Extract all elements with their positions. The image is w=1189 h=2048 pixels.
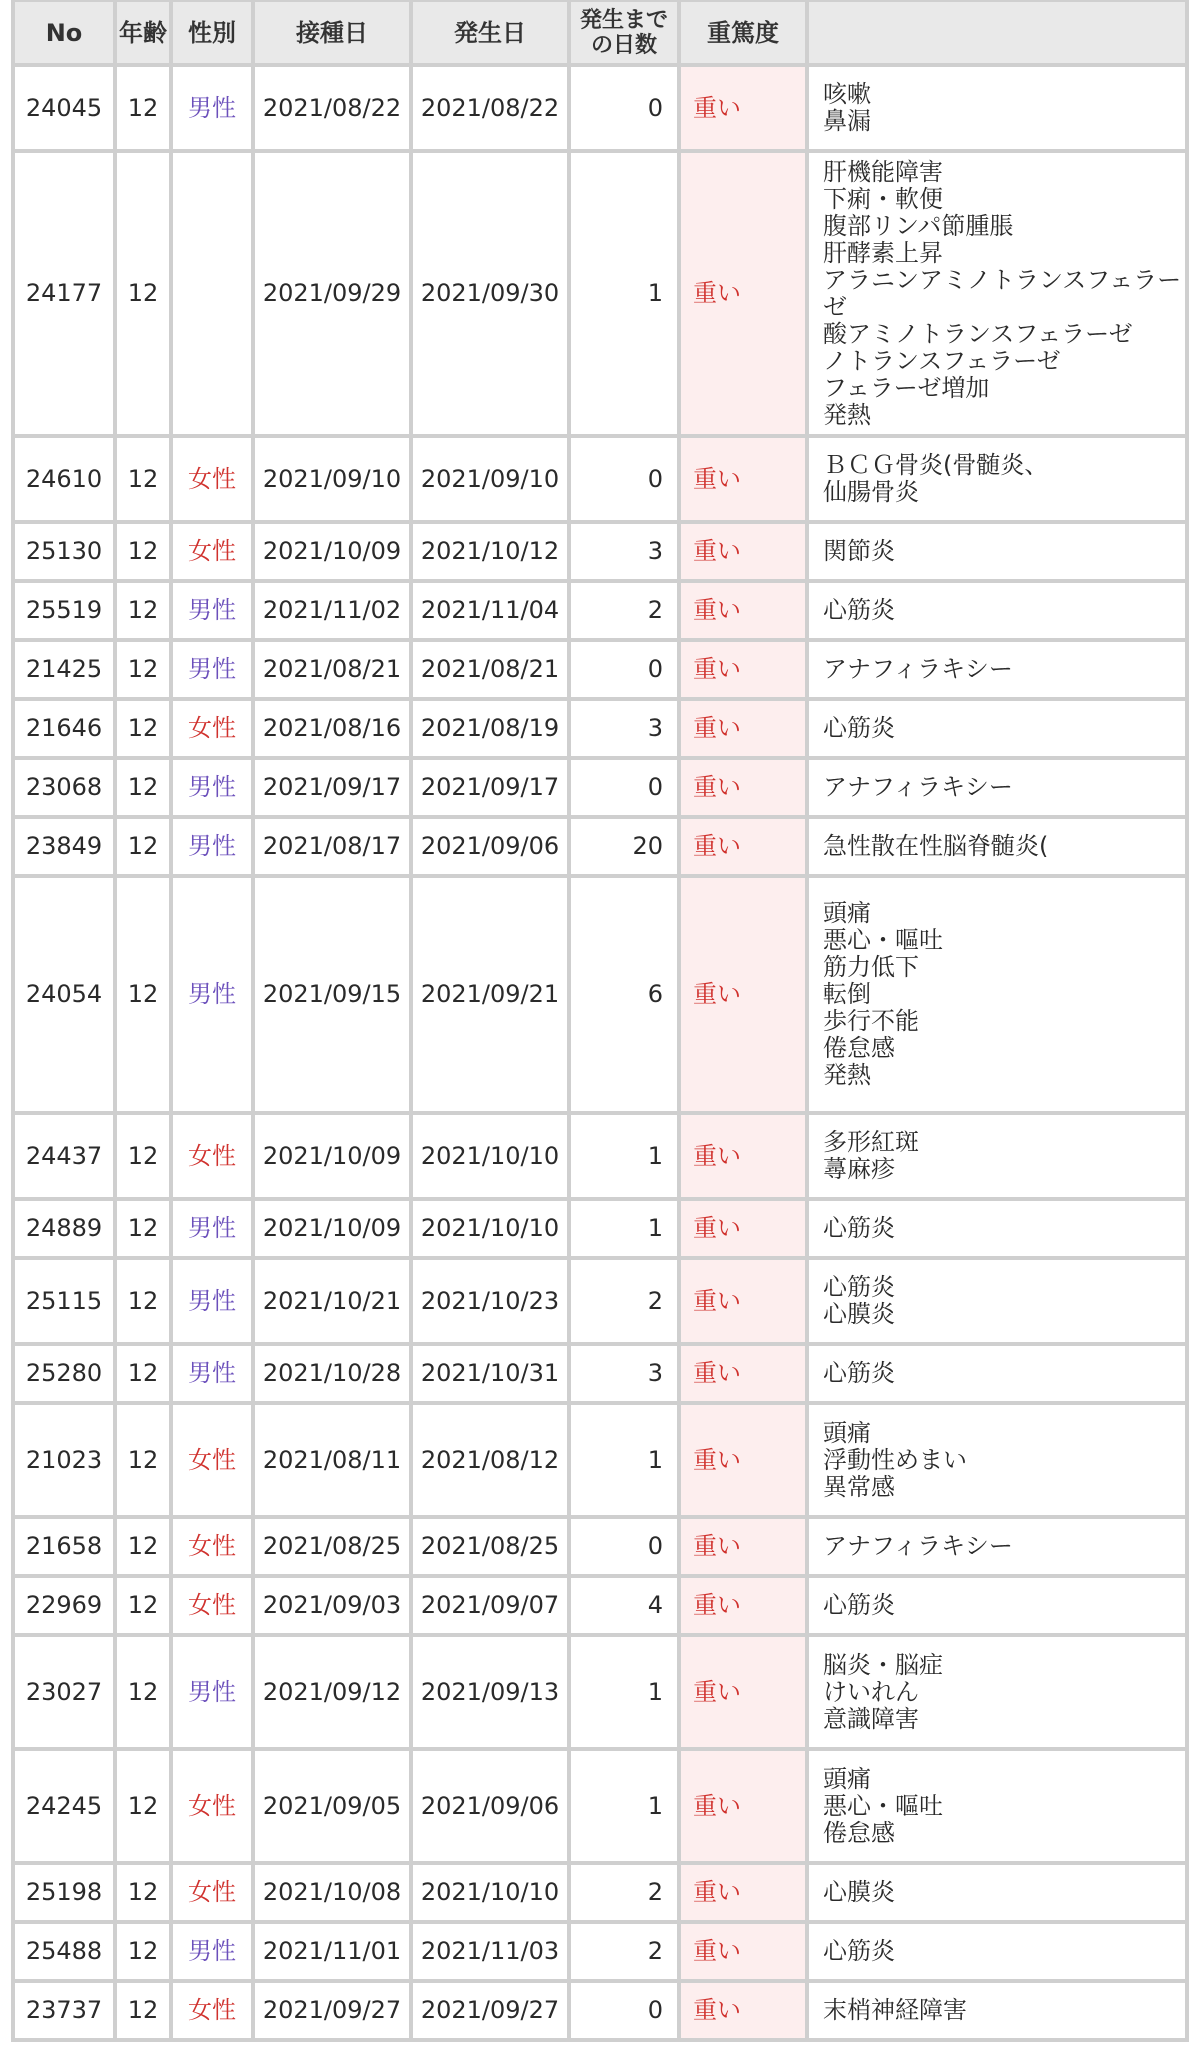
cell-no: 23068 xyxy=(15,760,113,815)
cell-age: 12 xyxy=(117,524,169,579)
cell-days-to-onset: 1 xyxy=(571,1637,677,1747)
cell-age: 12 xyxy=(117,438,169,520)
table-row xyxy=(15,1405,1185,1515)
table-row xyxy=(15,438,1185,520)
cell-vaccination-date: 2021/09/12 xyxy=(255,1637,409,1747)
cell-vaccination-date: 2021/09/05 xyxy=(255,1751,409,1861)
cell-vaccination-date: 2021/09/27 xyxy=(255,1983,409,2038)
cell-age: 12 xyxy=(117,760,169,815)
table-viewport xyxy=(15,0,1182,2048)
cell-onset-date: 2021/09/07 xyxy=(413,1578,567,1633)
cell-no: 21023 xyxy=(15,1405,113,1515)
table-row xyxy=(15,1115,1185,1197)
cell-severity: 重い xyxy=(681,1519,805,1574)
cell-symptoms: 脳炎・脳症 けいれん 意識障害 xyxy=(809,1637,1185,1747)
cell-no: 25115 xyxy=(15,1260,113,1342)
cell-age: 12 xyxy=(117,67,169,149)
cell-vaccination-date: 2021/08/21 xyxy=(255,642,409,697)
cell-vaccination-date: 2021/10/09 xyxy=(255,1201,409,1256)
cell-symptoms: アナフィラキシー xyxy=(809,760,1185,815)
header-symptoms xyxy=(809,2,1185,63)
cell-vaccination-date: 2021/09/10 xyxy=(255,438,409,520)
cell-sex: 男性 xyxy=(173,819,251,874)
cell-severity: 重い xyxy=(681,701,805,756)
cell-no: 25130 xyxy=(15,524,113,579)
cell-severity: 重い xyxy=(681,1983,805,2038)
cell-onset-date: 2021/08/19 xyxy=(413,701,567,756)
cell-days-to-onset: 0 xyxy=(571,1519,677,1574)
cell-days-to-onset: 1 xyxy=(571,1405,677,1515)
cell-days-to-onset: 0 xyxy=(571,67,677,149)
cell-severity: 重い xyxy=(681,1578,805,1633)
cell-sex: 女性 xyxy=(173,701,251,756)
cell-age: 12 xyxy=(117,1260,169,1342)
cell-vaccination-date: 2021/11/01 xyxy=(255,1924,409,1979)
cell-no: 24045 xyxy=(15,67,113,149)
cell-days-to-onset: 3 xyxy=(571,1346,677,1401)
table-row xyxy=(15,760,1185,815)
header-days-to-onset: 発生まで の日数 xyxy=(571,2,677,63)
cell-symptoms: 急性散在性脳脊髄炎( xyxy=(809,819,1185,874)
cell-onset-date: 2021/09/21 xyxy=(413,878,567,1111)
cell-no: 24437 xyxy=(15,1115,113,1197)
cell-symptoms: 心筋炎 xyxy=(809,1578,1185,1633)
cell-no: 25519 xyxy=(15,583,113,638)
cell-no: 23027 xyxy=(15,1637,113,1747)
cell-sex: 男性 xyxy=(173,878,251,1111)
cell-onset-date: 2021/09/13 xyxy=(413,1637,567,1747)
cell-days-to-onset: 20 xyxy=(571,819,677,874)
cell-age: 12 xyxy=(117,583,169,638)
cell-onset-date: 2021/09/06 xyxy=(413,1751,567,1861)
cell-severity: 重い xyxy=(681,1637,805,1747)
cell-severity: 重い xyxy=(681,642,805,697)
cell-vaccination-date: 2021/09/03 xyxy=(255,1578,409,1633)
table-row xyxy=(15,1865,1185,1920)
table-row xyxy=(15,1519,1185,1574)
cell-no: 23849 xyxy=(15,819,113,874)
cell-vaccination-date: 2021/10/09 xyxy=(255,1115,409,1197)
cell-onset-date: 2021/08/25 xyxy=(413,1519,567,1574)
header-vaccination-date: 接種日 xyxy=(255,2,409,63)
cell-age: 12 xyxy=(117,1115,169,1197)
cell-sex: 女性 xyxy=(173,1115,251,1197)
cell-sex: 女性 xyxy=(173,1751,251,1861)
cell-days-to-onset: 1 xyxy=(571,1115,677,1197)
cell-days-to-onset: 0 xyxy=(571,1983,677,2038)
cell-severity: 重い xyxy=(681,819,805,874)
table-row xyxy=(15,67,1185,149)
cell-symptoms: 頭痛 悪心・嘔吐 倦怠感 xyxy=(809,1751,1185,1861)
cell-severity: 重い xyxy=(681,760,805,815)
cell-severity: 重い xyxy=(681,153,805,434)
cell-onset-date: 2021/10/10 xyxy=(413,1201,567,1256)
cell-age: 12 xyxy=(117,819,169,874)
cell-sex: 女性 xyxy=(173,1519,251,1574)
cell-onset-date: 2021/09/30 xyxy=(413,153,567,434)
cell-vaccination-date: 2021/08/22 xyxy=(255,67,409,149)
header-severity: 重篤度 xyxy=(681,2,805,63)
cell-severity: 重い xyxy=(681,438,805,520)
cell-sex xyxy=(173,153,251,434)
cell-days-to-onset: 3 xyxy=(571,701,677,756)
cell-days-to-onset: 1 xyxy=(571,1201,677,1256)
cell-severity: 重い xyxy=(681,878,805,1111)
cell-sex: 男性 xyxy=(173,1260,251,1342)
table-row xyxy=(15,701,1185,756)
cell-symptoms: 頭痛 悪心・嘔吐 筋力低下 転倒 歩行不能 倦怠感 発熱 xyxy=(809,878,1185,1111)
cell-no: 24245 xyxy=(15,1751,113,1861)
cell-vaccination-date: 2021/10/09 xyxy=(255,524,409,579)
cell-symptoms: 心膜炎 xyxy=(809,1865,1185,1920)
cell-no: 25198 xyxy=(15,1865,113,1920)
cell-onset-date: 2021/09/27 xyxy=(413,1983,567,2038)
cell-age: 12 xyxy=(117,1201,169,1256)
cell-vaccination-date: 2021/10/08 xyxy=(255,1865,409,1920)
table-row xyxy=(15,1924,1185,1979)
cell-sex: 男性 xyxy=(173,583,251,638)
cell-no: 21646 xyxy=(15,701,113,756)
cell-sex: 女性 xyxy=(173,1865,251,1920)
cell-severity: 重い xyxy=(681,1924,805,1979)
cell-onset-date: 2021/10/23 xyxy=(413,1260,567,1342)
cell-days-to-onset: 3 xyxy=(571,524,677,579)
cell-symptoms: 頭痛 浮動性めまい 異常感 xyxy=(809,1405,1185,1515)
cell-vaccination-date: 2021/10/21 xyxy=(255,1260,409,1342)
cell-sex: 男性 xyxy=(173,67,251,149)
table-row xyxy=(15,1637,1185,1747)
cell-age: 12 xyxy=(117,1519,169,1574)
cell-no: 24054 xyxy=(15,878,113,1111)
table-row xyxy=(15,1983,1185,2038)
cell-onset-date: 2021/09/06 xyxy=(413,819,567,874)
cell-vaccination-date: 2021/10/28 xyxy=(255,1346,409,1401)
cell-vaccination-date: 2021/09/15 xyxy=(255,878,409,1111)
table-row xyxy=(15,1346,1185,1401)
header-age: 年齢 xyxy=(117,2,169,63)
cell-vaccination-date: 2021/08/11 xyxy=(255,1405,409,1515)
cell-onset-date: 2021/10/10 xyxy=(413,1865,567,1920)
cell-sex: 男性 xyxy=(173,760,251,815)
cell-onset-date: 2021/09/17 xyxy=(413,760,567,815)
cell-sex: 女性 xyxy=(173,1983,251,2038)
cell-age: 12 xyxy=(117,153,169,434)
cell-vaccination-date: 2021/09/29 xyxy=(255,153,409,434)
cell-sex: 女性 xyxy=(173,438,251,520)
cell-age: 12 xyxy=(117,1865,169,1920)
table-row xyxy=(15,153,1185,434)
header-sex: 性別 xyxy=(173,2,251,63)
cell-symptoms: 咳嗽 鼻漏 xyxy=(809,67,1185,149)
cell-severity: 重い xyxy=(681,67,805,149)
cell-severity: 重い xyxy=(681,1115,805,1197)
cell-age: 12 xyxy=(117,1578,169,1633)
cell-age: 12 xyxy=(117,642,169,697)
cell-onset-date: 2021/10/10 xyxy=(413,1115,567,1197)
cell-sex: 女性 xyxy=(173,1405,251,1515)
cell-onset-date: 2021/10/12 xyxy=(413,524,567,579)
cell-no: 25488 xyxy=(15,1924,113,1979)
cell-no: 24177 xyxy=(15,153,113,434)
cell-onset-date: 2021/10/31 xyxy=(413,1346,567,1401)
table-row xyxy=(15,878,1185,1111)
cell-vaccination-date: 2021/09/17 xyxy=(255,760,409,815)
cell-age: 12 xyxy=(117,1346,169,1401)
cell-symptoms: 心筋炎 xyxy=(809,1924,1185,1979)
cell-symptoms: 心筋炎 心膜炎 xyxy=(809,1260,1185,1342)
cell-no: 22969 xyxy=(15,1578,113,1633)
cell-days-to-onset: 2 xyxy=(571,1260,677,1342)
cell-vaccination-date: 2021/08/16 xyxy=(255,701,409,756)
cell-symptoms: 肝機能障害 下痢・軟便 腹部リンパ節腫脹 肝酵素上昇 アラニンアミノトランスフェラーゼ 酸アミノトランスフェラーゼ ノトランスフェラーゼ フェラーゼ増加 発熱 xyxy=(809,153,1185,434)
cell-symptoms: 心筋炎 xyxy=(809,1346,1185,1401)
cell-days-to-onset: 2 xyxy=(571,1924,677,1979)
cell-sex: 男性 xyxy=(173,1637,251,1747)
cell-symptoms: ＢＣＧ骨炎(骨髄炎、 仙腸骨炎 xyxy=(809,438,1185,520)
cell-severity: 重い xyxy=(681,1405,805,1515)
cell-vaccination-date: 2021/08/17 xyxy=(255,819,409,874)
cell-severity: 重い xyxy=(681,583,805,638)
cell-symptoms: アナフィラキシー xyxy=(809,1519,1185,1574)
cell-severity: 重い xyxy=(681,1751,805,1861)
cell-days-to-onset: 2 xyxy=(571,1865,677,1920)
cell-days-to-onset: 2 xyxy=(571,583,677,638)
header-no: No xyxy=(15,2,113,63)
cell-onset-date: 2021/08/22 xyxy=(413,67,567,149)
cell-age: 12 xyxy=(117,701,169,756)
cell-sex: 男性 xyxy=(173,1201,251,1256)
table-row xyxy=(15,524,1185,579)
cell-no: 21425 xyxy=(15,642,113,697)
table-row xyxy=(15,583,1185,638)
cell-severity: 重い xyxy=(681,1201,805,1256)
cell-days-to-onset: 4 xyxy=(571,1578,677,1633)
cell-severity: 重い xyxy=(681,1260,805,1342)
cell-no: 23737 xyxy=(15,1983,113,2038)
cell-onset-date: 2021/11/03 xyxy=(413,1924,567,1979)
cell-age: 12 xyxy=(117,878,169,1111)
table-row xyxy=(15,642,1185,697)
header-onset-date: 発生日 xyxy=(413,2,567,63)
cell-onset-date: 2021/09/10 xyxy=(413,438,567,520)
cell-severity: 重い xyxy=(681,1865,805,1920)
cell-sex: 男性 xyxy=(173,642,251,697)
cell-age: 12 xyxy=(117,1405,169,1515)
cell-vaccination-date: 2021/11/02 xyxy=(255,583,409,638)
cell-severity: 重い xyxy=(681,1346,805,1401)
cell-days-to-onset: 1 xyxy=(571,1751,677,1861)
cell-days-to-onset: 0 xyxy=(571,642,677,697)
cell-age: 12 xyxy=(117,1983,169,2038)
cell-sex: 女性 xyxy=(173,524,251,579)
cell-symptoms: 心筋炎 xyxy=(809,701,1185,756)
cell-no: 21658 xyxy=(15,1519,113,1574)
cell-onset-date: 2021/08/12 xyxy=(413,1405,567,1515)
adverse-event-table xyxy=(11,0,1189,2042)
cell-no: 24889 xyxy=(15,1201,113,1256)
cell-days-to-onset: 6 xyxy=(571,878,677,1111)
cell-symptoms: 心筋炎 xyxy=(809,1201,1185,1256)
cell-symptoms: 多形紅斑 蕁麻疹 xyxy=(809,1115,1185,1197)
cell-symptoms: 関節炎 xyxy=(809,524,1185,579)
cell-sex: 女性 xyxy=(173,1578,251,1633)
cell-vaccination-date: 2021/08/25 xyxy=(255,1519,409,1574)
table-row xyxy=(15,1751,1185,1861)
table-row xyxy=(15,1201,1185,1256)
cell-days-to-onset: 0 xyxy=(571,438,677,520)
cell-onset-date: 2021/08/21 xyxy=(413,642,567,697)
cell-days-to-onset: 1 xyxy=(571,153,677,434)
cell-age: 12 xyxy=(117,1751,169,1861)
cell-symptoms: 心筋炎 xyxy=(809,583,1185,638)
cell-age: 12 xyxy=(117,1924,169,1979)
cell-age: 12 xyxy=(117,1637,169,1747)
header-row xyxy=(15,2,1185,63)
table-row xyxy=(15,1260,1185,1342)
cell-days-to-onset: 0 xyxy=(571,760,677,815)
cell-severity: 重い xyxy=(681,524,805,579)
cell-sex: 男性 xyxy=(173,1924,251,1979)
table-row xyxy=(15,1578,1185,1633)
cell-no: 25280 xyxy=(15,1346,113,1401)
cell-symptoms: 末梢神経障害 xyxy=(809,1983,1185,2038)
cell-sex: 男性 xyxy=(173,1346,251,1401)
cell-onset-date: 2021/11/04 xyxy=(413,583,567,638)
table-row xyxy=(15,819,1185,874)
cell-symptoms: アナフィラキシー xyxy=(809,642,1185,697)
cell-no: 24610 xyxy=(15,438,113,520)
